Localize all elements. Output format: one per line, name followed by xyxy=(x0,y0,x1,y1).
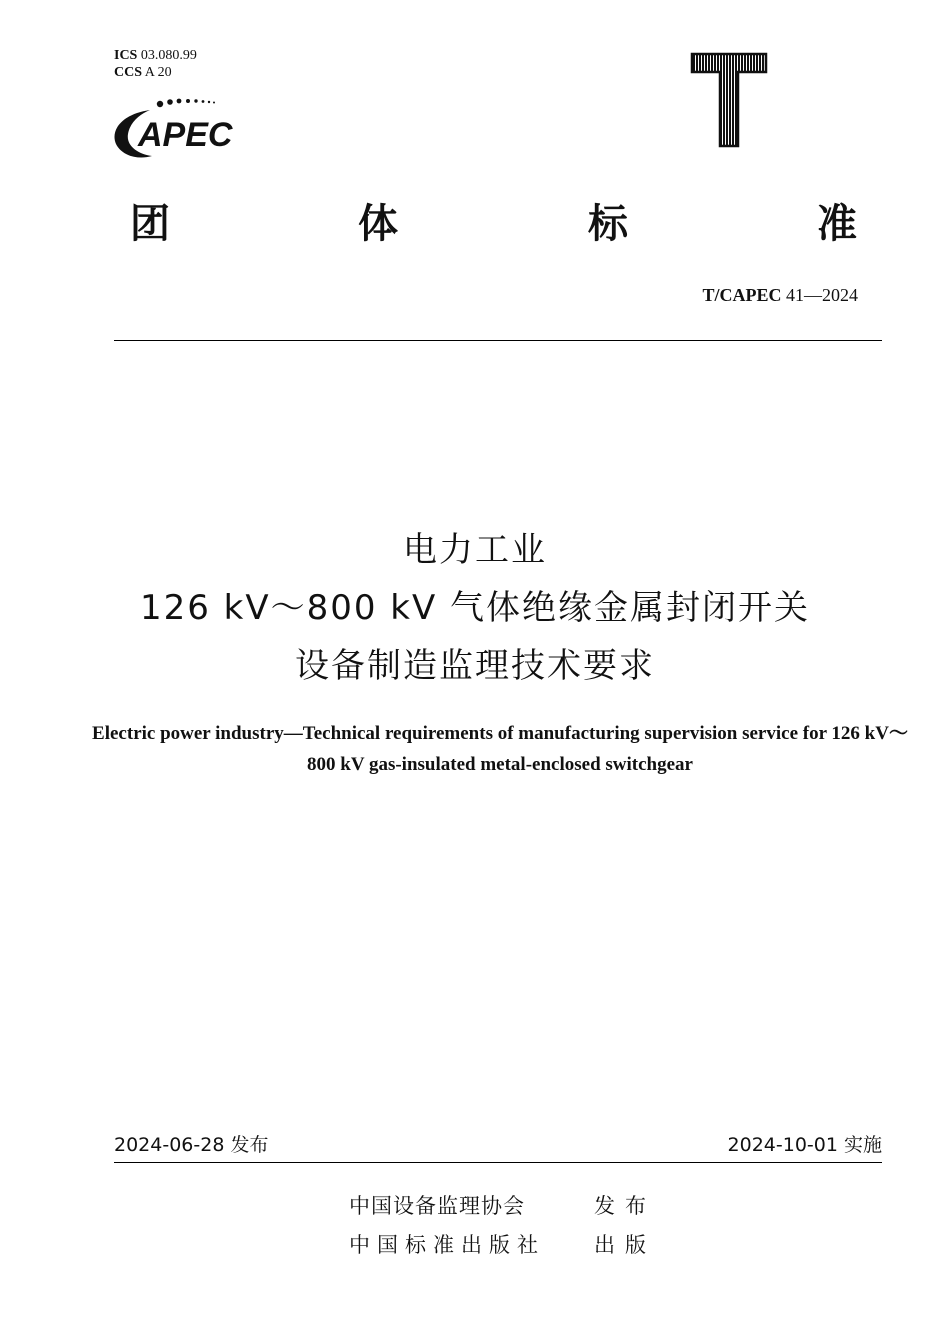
implementation-date: 2024-10-01 实施 xyxy=(727,1134,882,1156)
footer-divider xyxy=(114,1162,882,1163)
issuer-action: 发布 xyxy=(594,1194,656,1218)
category-char-3: 标 xyxy=(588,201,628,247)
ccs-value: A 20 xyxy=(144,65,172,80)
logo-text: APEC xyxy=(138,116,233,154)
printer-name: 中国标准出版社 xyxy=(349,1233,545,1257)
ics-label: ICS xyxy=(114,48,138,63)
ics-value: 03.080.99 xyxy=(140,48,197,63)
standard-code-number: 41—2024 xyxy=(786,285,858,305)
title-cn-line-3: 设备制造监理技术要求 xyxy=(295,646,655,686)
title-en: Electric power industry—Technical requirements of manufacturing supervision service for 126 kV～800 kV gas-insulated metal-enclosed switchgear xyxy=(92,723,908,775)
category-char-2: 体 xyxy=(358,201,398,247)
title-cn-line-2: 126 kV～800 kV 气体绝缘金属封闭开关 xyxy=(139,588,811,628)
category-char-1: 团 xyxy=(130,201,170,247)
header-divider xyxy=(114,340,882,341)
issuer-name: 中国设备监理协会 xyxy=(349,1194,525,1218)
category-char-4: 准 xyxy=(817,201,857,247)
capec-logo xyxy=(108,96,258,166)
title-cn-line-1: 电力工业 xyxy=(403,530,547,570)
release-date: 2024-06-28 发布 xyxy=(114,1134,269,1156)
printer-action: 出版 xyxy=(594,1233,656,1257)
ccs-label: CCS xyxy=(114,65,143,80)
standard-type-letter xyxy=(690,52,768,148)
standard-code xyxy=(702,285,858,306)
classification-codes xyxy=(114,47,197,81)
standard-code-prefix: T/CAPEC xyxy=(702,285,782,305)
